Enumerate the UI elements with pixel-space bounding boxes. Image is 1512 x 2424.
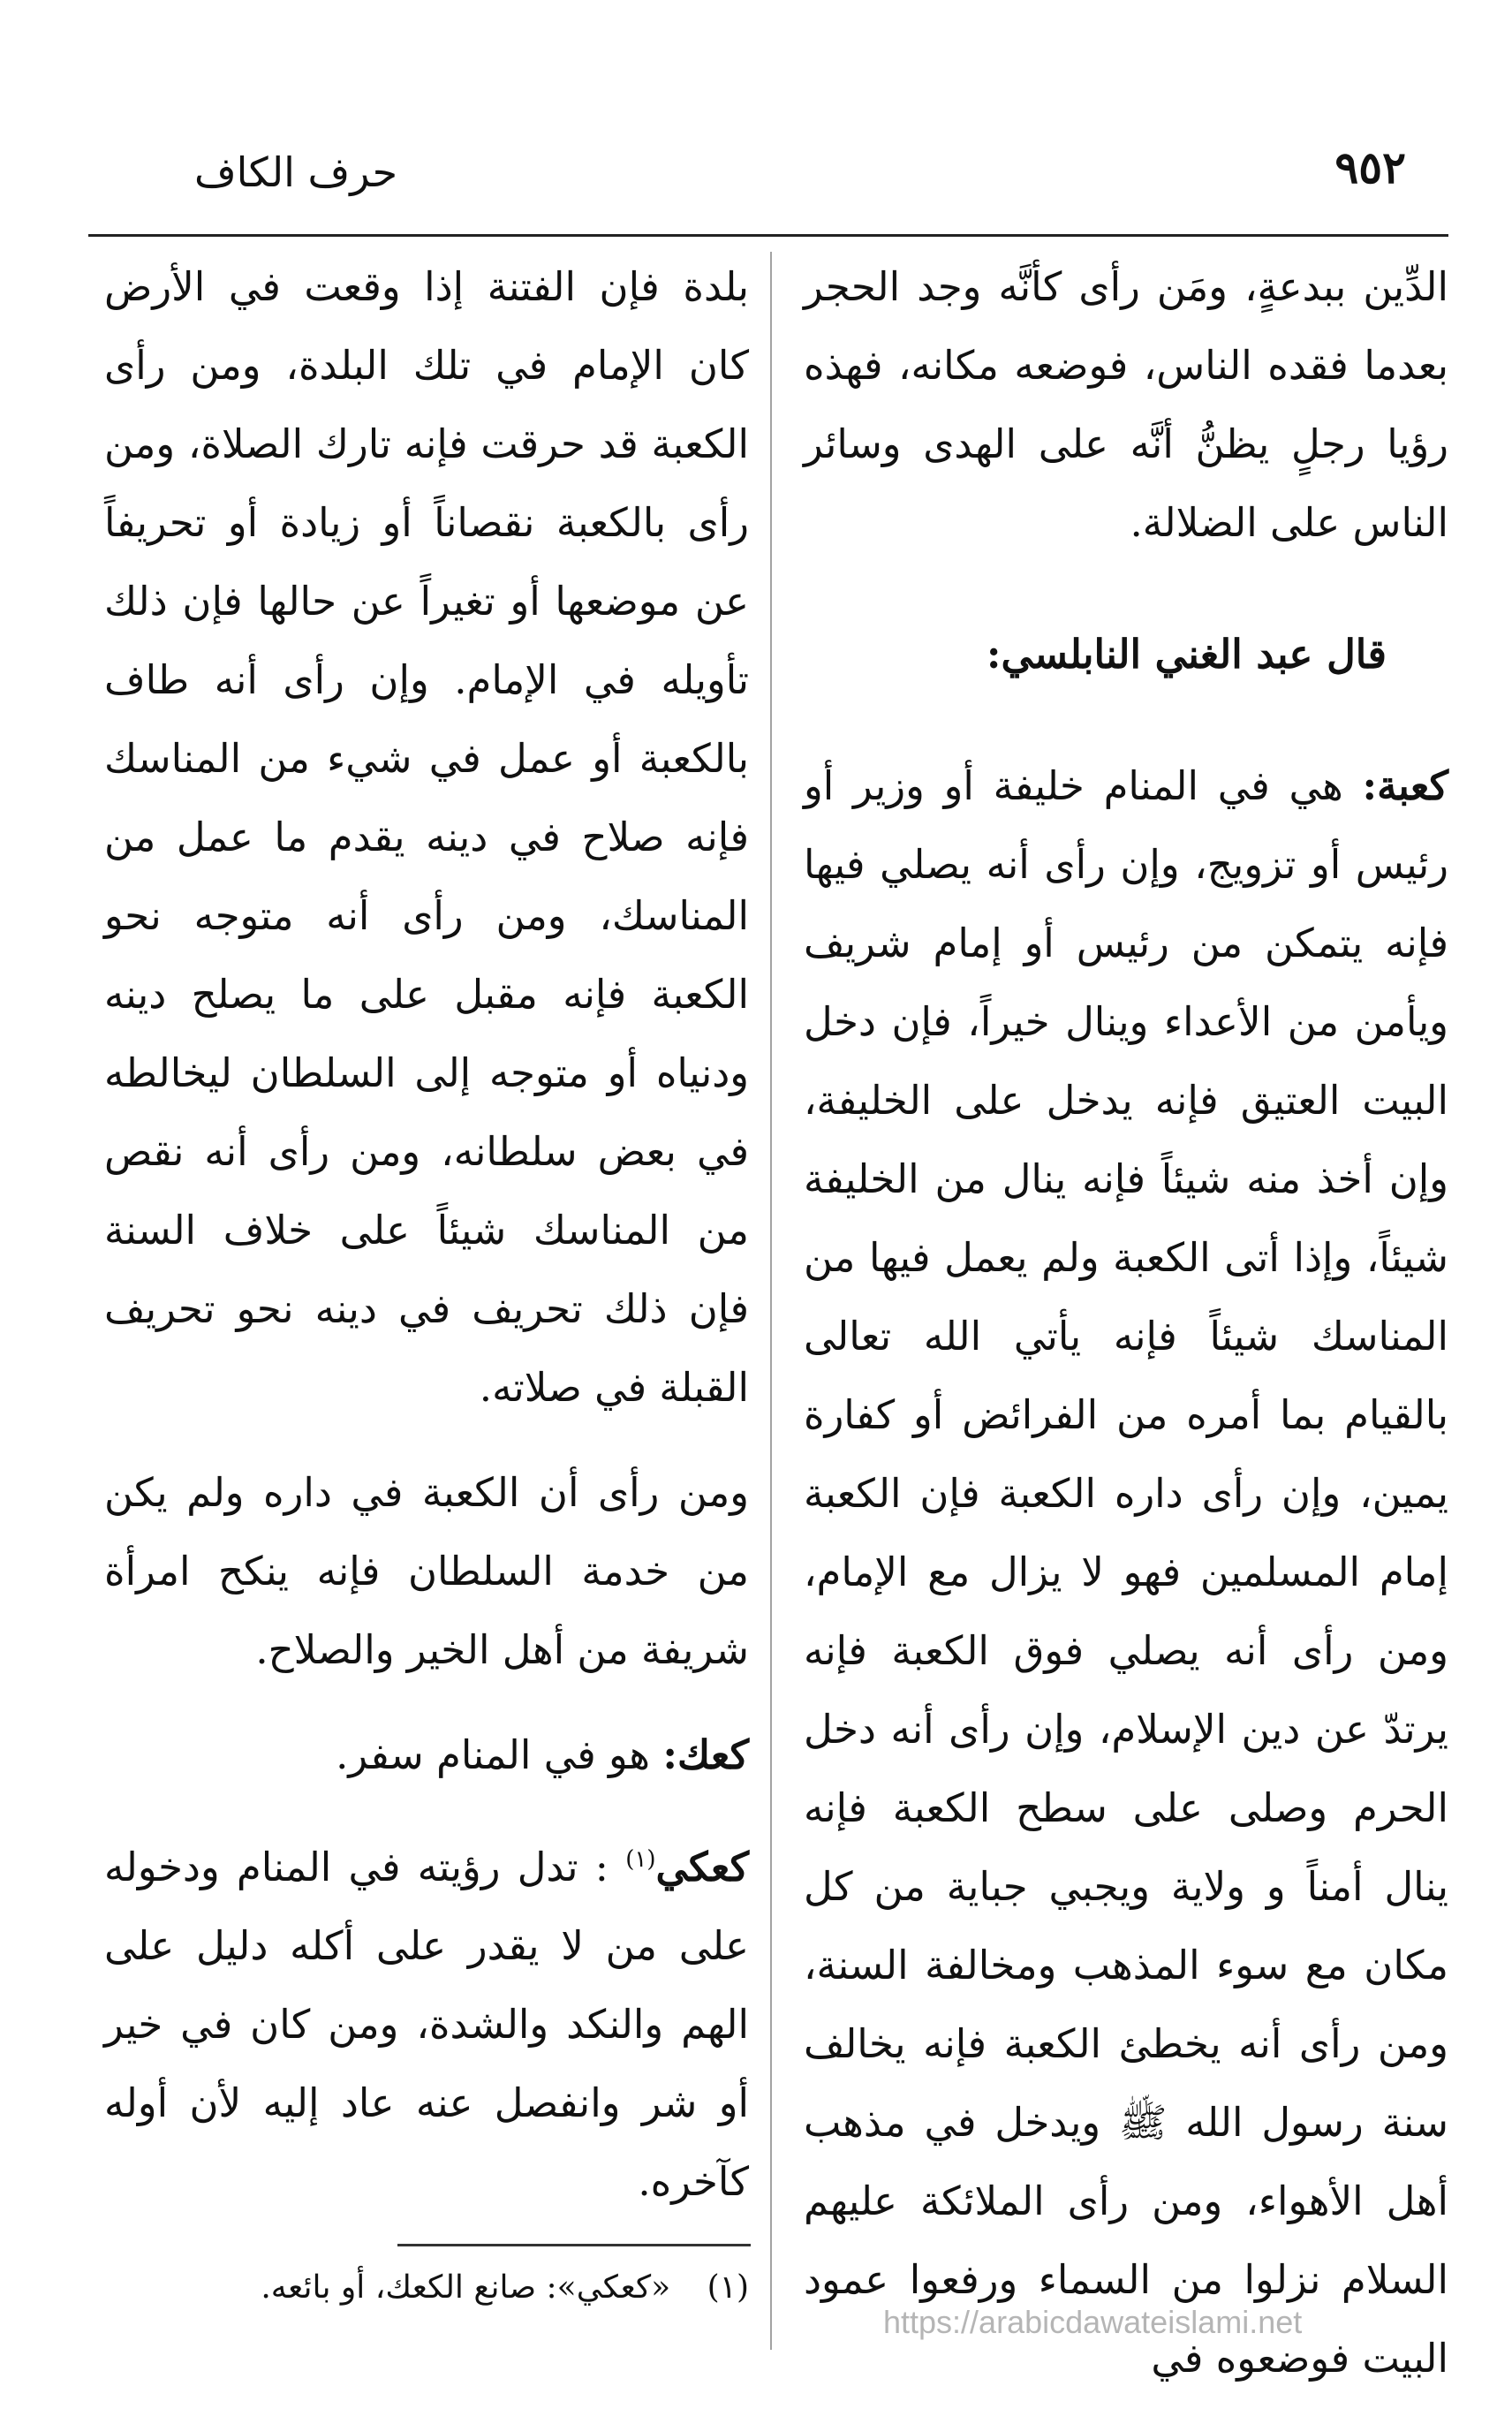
entry-term: كعكي bbox=[655, 1844, 749, 1890]
running-title: حرف الكاف bbox=[194, 148, 398, 196]
right-column bbox=[804, 247, 1448, 2397]
footnote-number: (١) bbox=[707, 2269, 749, 2306]
column-divider bbox=[770, 252, 772, 2350]
entry-term: كعك: bbox=[662, 1731, 749, 1778]
entry-kaak bbox=[104, 1716, 749, 1794]
footnote-rule bbox=[397, 2244, 751, 2246]
house-paragraph: ومن رأى أن الكعبة في داره ولم يكن من خدمة السلطان فإنه ينكح امرأة شريفة من أهل الخير والصلاح. bbox=[104, 1469, 749, 1673]
entry-kaaba bbox=[804, 746, 1448, 2397]
opening-paragraph: الدِّين ببدعةٍ، ومَن رأى كأنَّه وجد الحجر بعدما فقده الناس، فوضعه مكانه، فهذه رؤيا رجلٍ يظنُّ أنَّه على الهدى وسائر الناس على الضلالة. bbox=[804, 263, 1448, 546]
left-column bbox=[104, 247, 749, 2221]
watermark: https://arabicdawateislami.net bbox=[883, 2304, 1303, 2340]
page-number: ٩٥٢ bbox=[1334, 141, 1406, 193]
footnote-text: «كعكي»: صانع الكعك، أو بائعه. bbox=[261, 2269, 671, 2306]
page-header bbox=[88, 141, 1441, 212]
entry-term: كعبة: bbox=[1362, 762, 1448, 809]
entry-text: هو في المنام سفر. bbox=[336, 1731, 651, 1778]
entry-kaaki bbox=[104, 1821, 749, 2221]
footnote-marker: (١) bbox=[625, 1846, 656, 1873]
continuation-paragraph: بلدة فإن الفتنة إذا وقعت في الأرض كان الإمام في تلك البلدة، ومن رأى الكعبة قد حرقت فإنه تارك الصلاة، ومن رأى بالكعبة نقصاناً أو زيادة أو تحريفاً عن موضعها أو تغيراً عن حالها فإن ذلك تأويله في الإمام. وإن رأى أنه طاف بالكعبة أو عمل في شيء من المناسك فإنه صلاح في دينه يقدم ما عمل من المناسك، ومن رأى أنه متوجه نحو الكعبة فإنه مقبل على ما يصلح دينه ودنياه أو متوجه إلى السلطان ليخالطه في بعض سلطانه، ومن رأى أنه نقص من المناسك شيئاً على خلاف السنة فإن ذلك تحريف في دينه نحو تحريف القبلة في صلاته. bbox=[104, 263, 749, 1411]
header-rule bbox=[88, 234, 1448, 237]
section-heading: قال عبد الغني النابلسي: bbox=[986, 631, 1387, 678]
footnote bbox=[104, 2266, 749, 2310]
entry-text: : تدل رؤيته في المنام ودخوله على من لا يقدر على أكله دليل على الهم والنكد والشدة، ومن كان في خير أو شر وانفصل عنه عاد إليه لأن أوله كآخره. bbox=[104, 1844, 749, 2205]
entry-text: هي في المنام خليفة أو وزير أو رئيس أو تزويج، وإن رأى أنه يصلي فيها فإنه يتمكن من رئيس أو إمام شريف ويأمن من الأعداء وينال خيراً، فإن دخل البيت العتيق فإنه يدخل على الخليفة، وإن أخذ منه شيئاً فإنه ينال من الخليفة شيئاً، وإذا أتى الكعبة ولم يعمل فيها من المناسك شيئاً فإنه يأتي الله تعالى بالقيام بما أمره من الفرائض أو كفارة يمين، وإن رأى داره الكعبة فإن الكعبة إمام المسلمين فهو لا يزال مع الإمام، ومن رأى أنه يصلي فوق الكعبة فإنه يرتدّ عن دين الإسلام، وإن رأى أنه دخل الحرم وصلى على سطح الكعبة فإنه ينال أمناً و ولاية ويجبي جباية من كل مكان مع سوء المذهب ومخالفة السنة، ومن رأى أنه يخطئ الكعبة فإنه يخالف سنة رسول الله ﷺ ويدخل في مذهب أهل الأهواء، ومن رأى الملائكة عليهم السلام نزلوا من السماء ورفعوا عمود البيت فوضعوه في bbox=[804, 762, 1448, 2382]
